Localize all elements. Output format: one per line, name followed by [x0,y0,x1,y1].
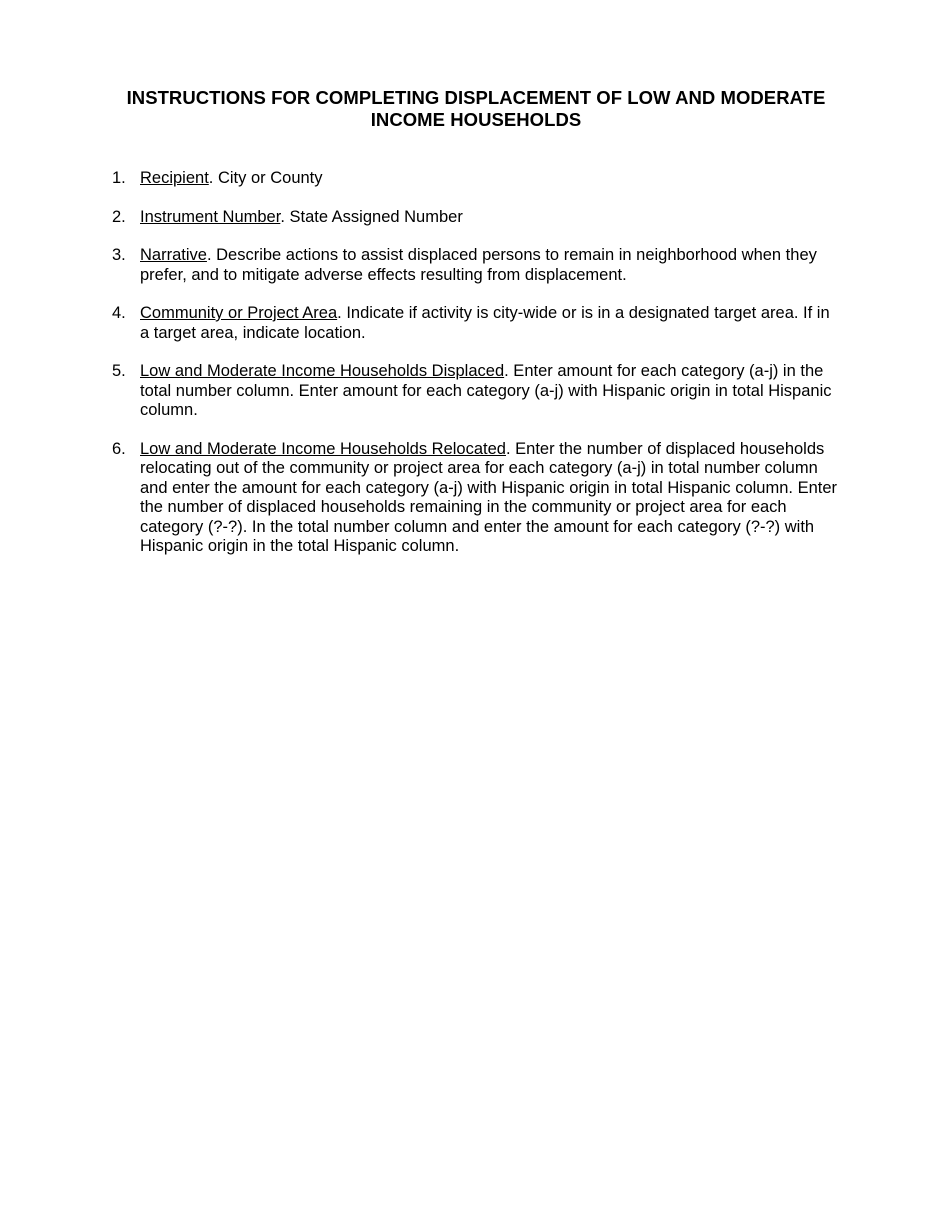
instruction-text: . Enter the number of displaced households relocating out of the community or project area for each category (a-j) in total number column and enter the amount for each category (a-j) with Hispanic origin in total Hispanic column. Enter the number of displaced households remaining in the community or project area for each category (?-?). In the total number column and enter the amount for each category (?-?) with Hispanic origin in the total Hispanic column. [140,439,838,555]
instruction-number: 3. [112,246,126,264]
instruction-number: 4. [112,304,126,322]
instruction-item-narrative [112,246,840,285]
instruction-item-community-area [112,304,840,343]
instruction-term: Low and Moderate Income Households Relocated [140,439,506,458]
instruction-text: . State Assigned Number [280,207,463,226]
instruction-text: . City or County [208,169,323,187]
instruction-number: 2. [112,207,126,226]
instruction-term: Narrative [140,246,207,264]
title-line-1: INSTRUCTIONS FOR COMPLETING DISPLACEMENT OF LOW AND MODERATE [126,87,826,108]
instruction-number: 5. [112,362,126,380]
instruction-term: Instrument Number [140,207,281,226]
instruction-item-households-relocated [112,440,840,557]
instruction-item-recipient [112,169,840,189]
instruction-text: . Indicate if activity is city-wide or is in a designated target area. If in a target area, indicate location. [140,304,830,342]
instruction-text: . Describe actions to assist displaced persons to remain in neighborhood when they prefer, and to mitigate adverse effects resulting from displacement. [140,246,817,284]
instruction-item-households-displaced [112,362,840,421]
instruction-number: 6. [112,439,126,458]
document-title [112,87,840,131]
instruction-term: Recipient [140,169,209,187]
instruction-list [112,169,840,557]
title-line-2: INCOME HOUSEHOLDS [370,109,582,130]
instruction-term: Community or Project Area [140,304,338,322]
instruction-term: Low and Moderate Income Households Displaced [140,362,505,380]
instruction-item-instrument-number [112,208,840,228]
instruction-text: . Enter amount for each category (a-j) in the total number column. Enter amount for each category (a-j) with Hispanic origin in total Hispanic column. [140,362,832,419]
instruction-number: 1. [112,169,126,187]
